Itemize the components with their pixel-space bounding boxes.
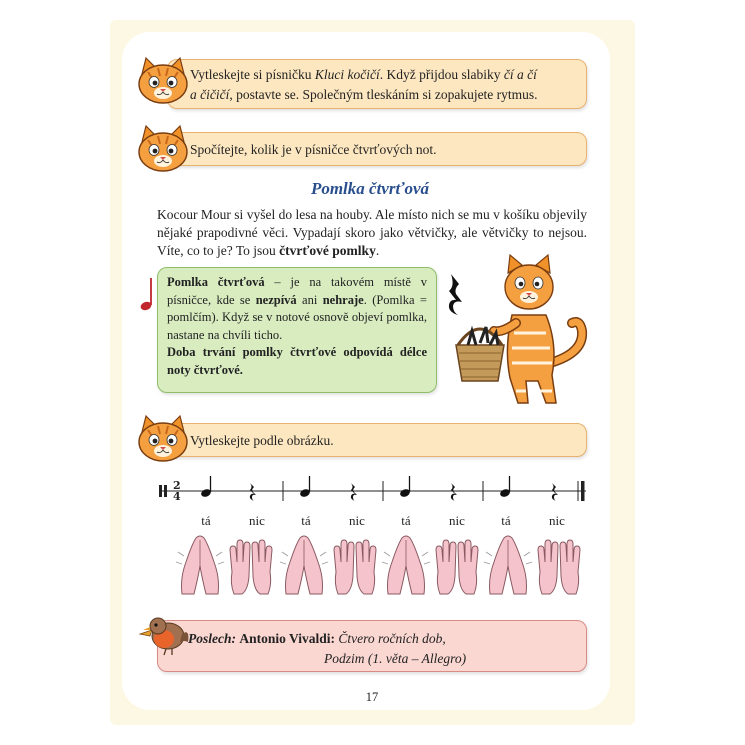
section-title: Pomlka čtvrťová	[310, 179, 430, 198]
definition-text: ani	[296, 292, 323, 307]
percussion-clef-icon	[159, 485, 162, 497]
story-text: .	[375, 243, 380, 258]
syllable-nic: nic	[549, 513, 565, 528]
listening-box	[157, 620, 587, 672]
quarter-note-icon	[299, 476, 311, 498]
definition-box	[157, 267, 437, 393]
page-number: 17	[365, 690, 379, 704]
story-text: Kocour Mour si vyšel do lesa na houby. Ale místo nich se mu v košíku objevily nějaké prapodivné věci. Vypadají skoro jako větvičky, ale větvičky to nejsou. Víte, co to je? To jsou	[157, 207, 587, 258]
quarter-rest-icon	[451, 483, 457, 501]
task-box-clap-by-picture	[167, 423, 587, 457]
syllable-nic: nic	[449, 513, 465, 528]
quarter-rest-icon	[351, 483, 357, 501]
task1-text: . Když přijdou slabiky	[379, 67, 504, 82]
clapping-hands-icon	[280, 536, 328, 594]
open-hands-icon	[436, 540, 478, 594]
task3-text: Vytleskejte podle obrázku.	[190, 433, 334, 448]
cat-head-icon	[134, 414, 192, 464]
work-title: Čtvero ročních dob,	[338, 631, 446, 646]
open-hands-icon	[538, 540, 580, 594]
final-barline	[581, 481, 585, 501]
clapping-hands-icon	[484, 536, 532, 594]
open-hands-icon	[334, 540, 376, 594]
definition-emphasis: nehraje	[322, 292, 364, 307]
syllable-ta: tá	[401, 513, 411, 528]
time-signature-bottom: 4	[173, 490, 181, 503]
definition-term: Pomlka čtvrťová	[167, 275, 265, 289]
task1-text: , postavte se. Společným tleskáním si zopakujete rytmus.	[229, 87, 538, 102]
task2-text: Spočítejte, kolik je v písničce čtvrťových not.	[190, 142, 437, 157]
song-title: Kluci kočičí	[314, 67, 380, 82]
quarter-note-icon	[140, 276, 156, 312]
story-paragraph	[157, 206, 587, 260]
time-signature-top: 2	[173, 479, 181, 492]
task-box-clapping-song	[167, 59, 587, 109]
quarter-note-icon	[200, 476, 212, 498]
definition-emphasis: nezpívá	[255, 292, 297, 307]
clapping-hands-illustration	[170, 530, 590, 600]
syllable-ta: tá	[501, 513, 511, 528]
cat-head-icon	[134, 56, 192, 106]
quarter-rest-icon	[552, 483, 558, 501]
syllable-ta: tá	[301, 513, 311, 528]
clapping-hands-icon	[382, 536, 430, 594]
cat-head-icon	[134, 124, 192, 174]
rhythm-staff	[150, 474, 590, 510]
syllable-nic: nic	[349, 513, 365, 528]
task-box-count-notes	[167, 132, 587, 166]
clapping-hands-icon	[176, 536, 224, 594]
work-movement: Podzim (1. věta – Allegro)	[324, 651, 467, 666]
quarter-note-icon	[399, 476, 411, 498]
listening-row-1	[188, 629, 576, 649]
syllable-ta: tá	[201, 513, 211, 528]
syllables: čí a čí	[503, 67, 537, 82]
cat-with-basket-illustration	[454, 253, 594, 408]
definition-text: . (Pomlka = pomlčím). Když se v notové osnově objeví pomlka, nastane na chvíli ticho.	[167, 292, 427, 342]
listening-label: Poslech:	[188, 631, 236, 646]
quarter-rest-icon	[250, 483, 256, 501]
composer-name: Antonio Vivaldi:	[239, 631, 336, 646]
story-emphasis: čtvrťové pomlky	[279, 243, 376, 258]
syllable-nic: nic	[249, 513, 265, 528]
syllables: a čičičí	[190, 87, 230, 102]
open-hands-icon	[230, 540, 272, 594]
robin-bird-icon	[138, 612, 190, 656]
definition-rule: Doba trvání pomlky čtvrťové odpovídá délce noty čtvrťové.	[167, 345, 427, 377]
definition-text: – je na takovém místě v písničce, kde se	[167, 275, 427, 307]
quarter-note-icon	[499, 476, 511, 498]
task1-text: Vytleskejte si písničku	[190, 67, 315, 82]
